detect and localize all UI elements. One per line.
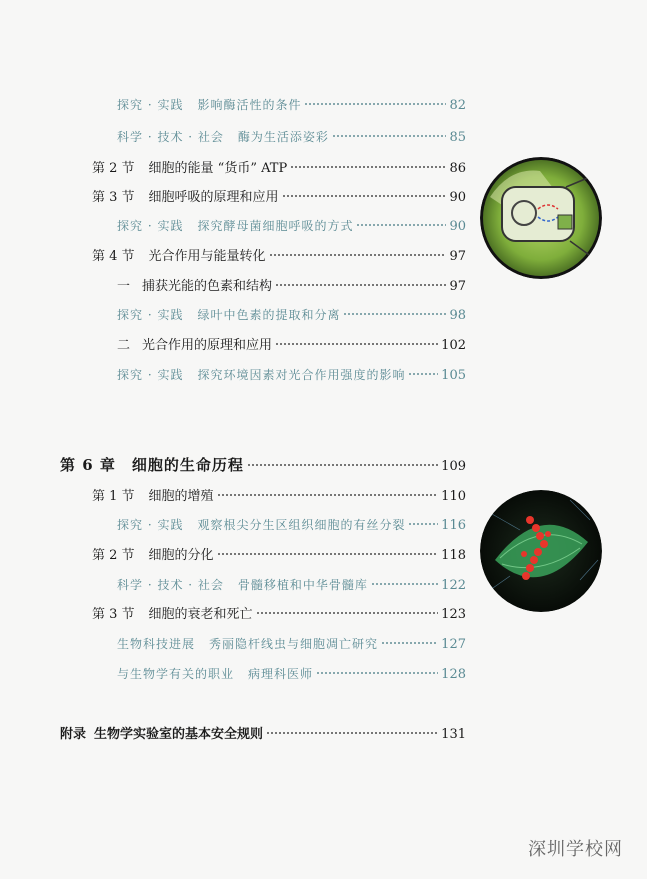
entry-title: 探究环境因素对光合作用强度的影响: [197, 368, 406, 382]
entry-page: 102: [441, 338, 466, 353]
leader-dots: [269, 240, 447, 260]
entry-title: 细胞的衰老和死亡: [148, 607, 253, 622]
entry-label: 二: [117, 338, 131, 353]
entry-title: 光合作用的原理和应用: [142, 338, 273, 353]
toc-entry-section[interactable]: [92, 598, 466, 622]
entry-page: 127: [441, 637, 466, 652]
leader-dots: [408, 359, 438, 379]
leader-dots: [290, 152, 446, 172]
toc-entry-part[interactable]: [117, 270, 466, 294]
entry-title: 细胞的增殖: [148, 489, 214, 504]
entry-title: 细胞的能量 “货币” ATP: [148, 161, 288, 176]
mitochondrion-cell-image: [480, 157, 602, 279]
entry-page: 122: [441, 578, 466, 593]
entry-page: 90: [449, 219, 466, 234]
entry-label: 第 2 节: [92, 548, 135, 563]
toc-entry-sub[interactable]: [117, 210, 466, 234]
leader-dots: [217, 480, 439, 500]
entry-title: 细胞的生命历程: [131, 456, 244, 474]
entry-page: 97: [449, 249, 466, 264]
toc-entry-appendix[interactable]: [60, 718, 466, 742]
toc-entry-section[interactable]: [92, 152, 466, 176]
entry-label: 探究 · 实践: [117, 518, 184, 532]
entry-page: 105: [441, 368, 466, 383]
toc-entry-sub[interactable]: [117, 628, 466, 652]
leader-dots: [408, 509, 438, 529]
leader-dots: [381, 628, 438, 648]
leader-dots: [217, 539, 439, 559]
entry-label: 第 4 节: [92, 249, 135, 264]
entry-page: 90: [449, 190, 466, 205]
entry-label: 探究 · 实践: [117, 308, 184, 322]
entry-label: 科学 · 技术 · 社会: [117, 130, 224, 144]
toc-entry-sub[interactable]: [117, 121, 466, 145]
entry-page: 116: [441, 518, 466, 533]
entry-page: 82: [449, 98, 466, 113]
entry-label: 第 2 节: [92, 161, 135, 176]
entry-page: 128: [441, 667, 466, 682]
toc-entry-sub[interactable]: [117, 658, 466, 682]
entry-page: 123: [441, 607, 466, 622]
entry-title: 骨髓移植和中华骨髓库: [237, 578, 368, 592]
entry-label: 探究 · 实践: [117, 98, 184, 112]
entry-page: 86: [449, 161, 466, 176]
leader-dots: [371, 569, 438, 589]
leader-dots: [356, 210, 446, 230]
entry-page: 97: [449, 279, 466, 294]
entry-label: 科学 · 技术 · 社会: [117, 578, 224, 592]
entry-label: 与生物学有关的职业: [117, 667, 235, 681]
toc-entry-sub[interactable]: [117, 299, 466, 323]
entry-page: 110: [441, 489, 466, 504]
entry-title: 观察根尖分生区组织细胞的有丝分裂: [197, 518, 406, 532]
entry-title: 秀丽隐杆线虫与细胞凋亡研究: [209, 637, 379, 651]
entry-label: 第 3 节: [92, 607, 135, 622]
toc-entry-sub[interactable]: [117, 89, 466, 113]
mitosis-cell-image: [480, 490, 602, 612]
entry-page: 109: [441, 459, 466, 474]
leader-dots: [275, 270, 446, 290]
leader-dots: [266, 718, 438, 738]
toc-entry-sub[interactable]: [117, 359, 466, 383]
entry-title: 探究酵母菌细胞呼吸的方式: [197, 219, 354, 233]
toc-entry-sub[interactable]: [117, 569, 466, 593]
leader-dots: [343, 299, 446, 319]
leader-dots: [247, 450, 438, 470]
entry-label: 探究 · 实践: [117, 368, 184, 382]
toc-entry-part[interactable]: [117, 329, 466, 353]
toc-entry-section[interactable]: [92, 480, 466, 504]
leader-dots: [332, 121, 447, 141]
watermark-text: 深圳学校网: [528, 839, 623, 860]
entry-title: 光合作用与能量转化: [148, 249, 266, 264]
leader-dots: [316, 658, 438, 678]
leader-dots: [282, 181, 447, 201]
toc-entry-section[interactable]: [92, 181, 466, 205]
entry-label: 生物科技进展: [117, 637, 196, 651]
entry-title: 影响酶活性的条件: [197, 98, 302, 112]
entry-page: 118: [441, 548, 466, 563]
toc-entry-sub[interactable]: [117, 509, 466, 533]
toc-entry-section[interactable]: [92, 539, 466, 563]
entry-label: 第 6 章: [60, 456, 116, 474]
toc-entry-chapter[interactable]: [60, 450, 466, 474]
entry-title: 绿叶中色素的提取和分离: [197, 308, 341, 322]
entry-title: 酶为生活添姿彩: [237, 130, 329, 144]
entry-title: 病理科医师: [248, 667, 314, 681]
entry-label: 探究 · 实践: [117, 219, 184, 233]
entry-title: 生物学实验室的基本安全规则: [94, 727, 264, 742]
entry-title: 捕获光能的色素和结构: [142, 279, 273, 294]
entry-title: 细胞的分化: [148, 548, 214, 563]
entry-label: 附录: [60, 727, 87, 742]
leader-dots: [256, 598, 439, 618]
entry-page: 85: [449, 130, 466, 145]
toc-entry-section[interactable]: [92, 240, 466, 264]
leader-dots: [304, 89, 446, 109]
entry-label: 一: [117, 279, 131, 294]
entry-page: 98: [449, 308, 466, 323]
entry-label: 第 1 节: [92, 489, 135, 504]
entry-title: 细胞呼吸的原理和应用: [148, 190, 279, 205]
entry-page: 131: [441, 727, 466, 742]
entry-label: 第 3 节: [92, 190, 135, 205]
leader-dots: [275, 329, 438, 349]
